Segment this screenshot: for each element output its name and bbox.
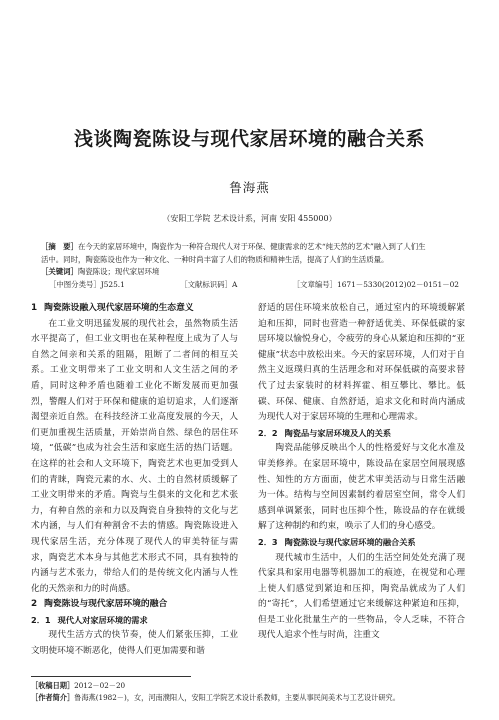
author-bio-label: ［作者简介］ <box>31 693 75 702</box>
section-2-title: 陶瓷陈设与现代家居环境的融合 <box>44 599 168 610</box>
keywords-text: 陶瓷陈设；现代家居环境 <box>77 267 160 276</box>
section-2-2-paragraph: 陶瓷品能够反映出个人的性格爱好与文化水准及审美修养。在家居环境中，陈设品在家居空间展现感性、知性的方方面面，使艺术审美活动与日常生活融为一体。结构与空间因素制约着居室空间，常令人们感到单调紧张，同时也压抑个性，陈设品的存在就缓解了这种制约和约束，唤示了人们的身心感受。 <box>258 443 465 532</box>
section-2-1-paragraph-start: 现代生活方式的快节奏，使人们紧张压抑，工业文明使环境不断恶化，使得人们更加需要和谐 <box>31 630 238 657</box>
received-date-label: ［收稿日期］ <box>31 681 75 690</box>
abstract-row <box>41 241 459 254</box>
author-bio: 鲁海燕(1982－)，女，河南濮阳人，安阳工学院艺术设计系教师，主要从事民间美术与工艺设计研究。 <box>74 693 400 702</box>
section-2-2-number: 2．2 <box>258 427 278 438</box>
section-2-3-paragraph: 现代城市生活中，人们的生活空间处处充满了现代家具和家用电器等机器加工的痕迹，在视觉和心理上使人们感觉到紧迫和压抑，陶瓷品就成为了人们的“寄托”，人们希望通过它来缓解这种紧迫和压抑，但是工业化批量生产的一些物品，令人乏味，不符合现代人追求个性与时尚，注重文 <box>258 552 465 641</box>
author-bio-note <box>31 692 400 703</box>
paper-title: 浅谈陶瓷陈设与现代家居环境的融合关系 <box>73 128 425 150</box>
left-column <box>31 301 238 660</box>
section-2-2-title: 陶瓷品与家居环境及人的关系 <box>284 427 392 438</box>
section-2-1-title: 现代人对家居环境的需求 <box>57 614 148 625</box>
section-2-1-number: 2．1 <box>31 614 51 625</box>
section-2-1-paragraph-continued: 舒适的居住环境来放松自己，通过室内的环境缓解紧迫和压抑，同时也营造一种舒适优美、环保低碳的家居环境以愉悦身心，令疲劳的身心从紧迫和压抑的“亚健康”状态中放松出来。今天的家居环境，人们对于自然主义返璞归真的生活理念和对环保低碳的高要求替代了过去家装时的材料挥霍、相互攀比、攀比。低碳、环保、健康、自然舒适，追求文化和时尚内涵成为现代人对于家居环境的生理和心理需求。 <box>258 303 465 423</box>
section-2-3-heading <box>258 535 465 551</box>
abstract-label: ［摘 要］ <box>41 242 78 251</box>
author-name: 鲁海燕 <box>229 180 270 195</box>
received-date: 2012－02－20 <box>74 681 126 690</box>
abstract-text-line-1: 在今天的家居环境中，陶瓷作为一种符合现代人对于环保、健康需求的艺术“纯天然的艺术”融入到了人们生 <box>77 242 426 251</box>
author-affiliation: （安阳工学院 艺术设计系，河南 安阳 455000） <box>162 214 337 223</box>
article-number: ［文章编号］1671－5330(2012)02－0151－02 <box>292 280 459 289</box>
section-2-1-heading <box>31 613 238 629</box>
clc-number: ［中图分类号］J525.1 <box>49 280 125 289</box>
abstract-block <box>41 241 459 279</box>
section-2-heading <box>31 597 238 613</box>
section-2-number: 2 <box>31 599 38 610</box>
abstract-text-line-2: 活中。同时，陶瓷陈设也作为一种文化、一种时尚丰富了人们的物质和精神生活，提高了人们的生活质量。 <box>41 254 389 264</box>
section-1-heading <box>31 301 238 317</box>
keywords-label: ［关键词］ <box>41 267 78 276</box>
section-2-3-title: 陶瓷陈设与现代家居环境的融合关系 <box>284 536 416 547</box>
section-1-title: 陶瓷陈设融入现代家居环境的生态意义 <box>44 303 194 313</box>
section-2-2-heading <box>258 426 465 442</box>
document-code: ［文献标识码］A <box>180 280 238 289</box>
classification-row <box>49 279 459 290</box>
section-1-number: 1 <box>31 303 38 313</box>
footnote-divider <box>31 676 191 677</box>
keywords-row <box>41 266 459 279</box>
section-2-3-number: 2．3 <box>258 536 278 547</box>
right-column <box>258 301 465 644</box>
section-1-paragraph: 在工业文明迅猛发展的现代社会，虽然物质生活水平提高了，但工业文明也在某种程度上成为了人与自然之间亲和关系的阻隔，阻断了二者间的相互关系。工业文明带来了工业文明和人文生活之间的矛盾，同时这种矛盾也随着工业化不断发展而更加强烈，警醒人们对于环保和健康的追切追求，人们逐渐渴望亲近自然。在科技经济工业高度发展的今天，人们更加重视生活质量，开始崇尚自然、绿色的居住环境，“低碳”也成为社会生活和家庭生活的热门话题。在这样的社会和人文环境下，陶瓷艺术也更加受到人们的青睐，陶瓷元素的水、火、土的自然材质缓解了工业文明带来的矛盾。陶瓷与生俱来的文化和艺术张力，有种自然的亲和力以及陶瓷自身独特的文化与艺术内涵，与人们有种割舍不去的情感。陶瓷陈设进入现代家居生活，充分体现了现代人的审美特征与需求，陶瓷艺术本身与其他艺术形式不同，具有独特的内涵与艺术张力，带给人们的是传统文化内涵与人性化的天然亲和力的时尚感。 <box>31 318 238 594</box>
received-date-note <box>31 680 125 691</box>
